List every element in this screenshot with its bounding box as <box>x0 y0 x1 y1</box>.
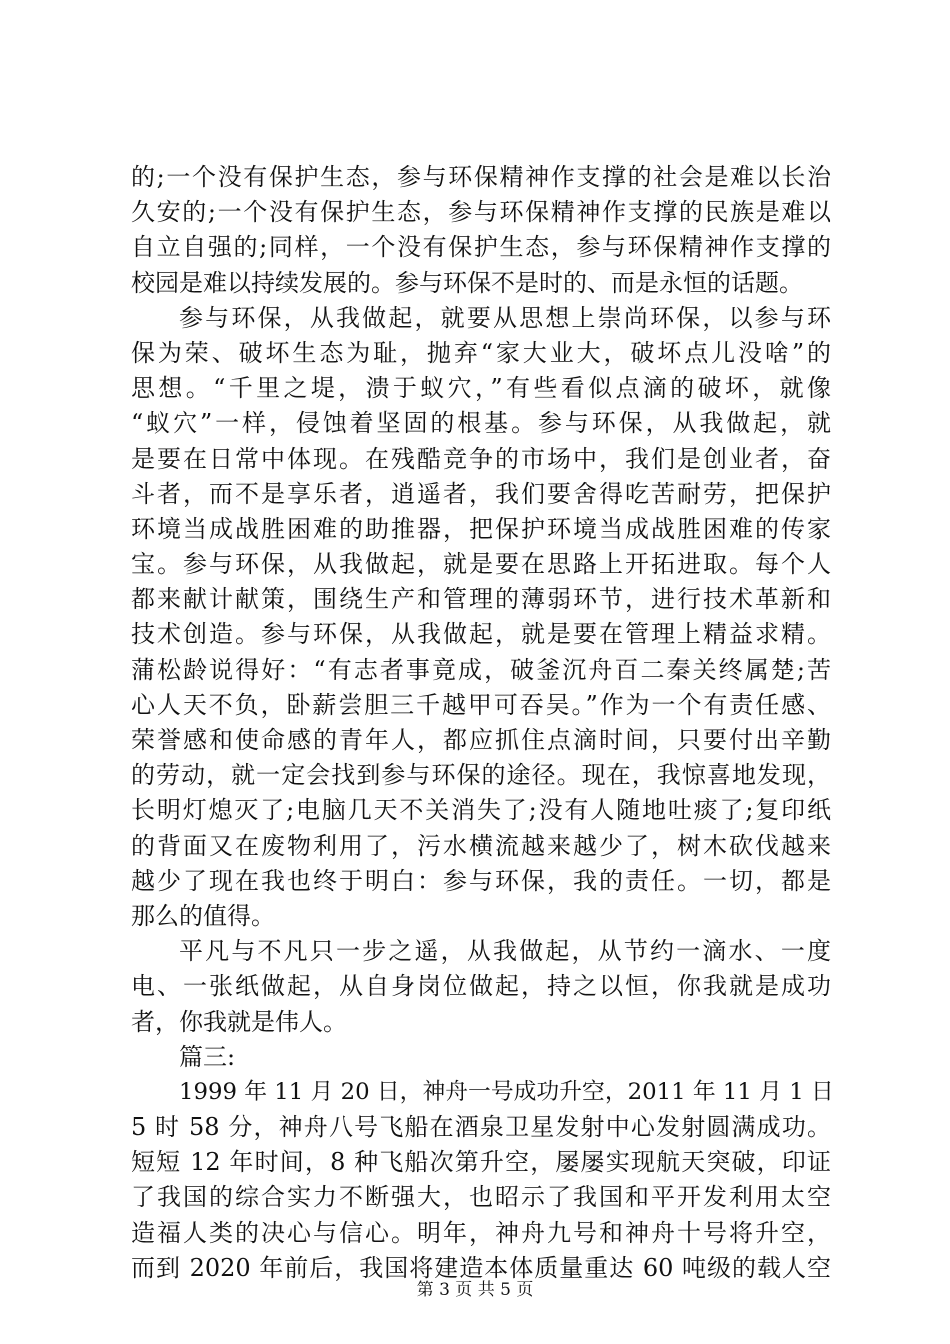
text-line: 技术创造。参与环保，从我做起，就是要在管理上精益求精。 <box>131 620 831 649</box>
text-line: 电、一张纸做起，从自身岗位做起，持之以恒，你我就是成功 <box>131 972 831 1001</box>
text-line: 篇三: <box>179 1042 236 1071</box>
text-line: 造福人类的决心与信心。明年，神舟九号和神舟十号将升空， <box>131 1218 831 1247</box>
text-line: 越少了现在我也终于明白：参与环保，我的责任。一切，都是 <box>131 866 831 895</box>
text-line: 了我国的综合实力不断强大，也昭示了我国和平开发利用太空 <box>131 1183 831 1212</box>
text-line: 斗者，而不是享乐者，逍遥者，我们要舍得吃苦耐劳，把保护 <box>131 479 831 508</box>
text-line: 的背面又在废物利用了，污水横流越来越少了，树木砍伐越来 <box>131 831 831 860</box>
text-line: 久安的;一个没有保护生态，参与环保精神作支撑的民族是难以 <box>131 198 831 227</box>
text-line: 的劳动，就一定会找到参与环保的途径。现在，我惊喜地发现， <box>131 761 831 790</box>
text-line: 校园是难以持续发展的。参与环保不是时的、而是永恒的话题。 <box>131 268 803 297</box>
text-line: 心人天不负，卧薪尝胆三千越甲可吞吴。”作为一个有责任感、 <box>131 690 831 719</box>
page-footer: 第 3 页 共 5 页 <box>416 1280 534 1300</box>
text-line: 蒲松龄说得好：“有志者事竟成，破釜沉舟百二秦关终属楚;苦 <box>131 655 831 684</box>
text-line: 参与环保，从我做起，就要从思想上崇尚环保，以参与环 <box>179 303 831 332</box>
text-line: 思想。“千里之堤，溃于蚁穴，”有些看似点滴的破坏，就像 <box>131 374 831 403</box>
text-line: 5 时 58 分，神舟八号飞船在酒泉卫星发射中心发射圆满成功。 <box>131 1113 831 1142</box>
text-line: 1999 年 11 月 20 日，神舟一号成功升空，2011 年 11 月 1 日 <box>179 1078 834 1105</box>
document-body <box>131 160 834 1286</box>
text-line: 的;一个没有保护生态，参与环保精神作支撑的社会是难以长治 <box>131 163 831 191</box>
text-line: 保为荣、破坏生态为耻，抛弃“家大业大，破坏点儿没啥”的 <box>131 338 831 367</box>
text-line: 者，你我就是伟人。 <box>131 1007 347 1036</box>
text-line: 环境当成战胜困难的助推器，把保护环境当成战胜困难的传家 <box>131 514 831 543</box>
text-line: 那么的值得。 <box>131 901 275 930</box>
text-line: 荣誉感和使命感的青年人，都应抓住点滴时间，只要付出辛勤 <box>131 726 831 754</box>
text-line: 宝。参与环保，从我做起，就是要在思路上开拓进取。每个人 <box>131 550 831 579</box>
text-line: 是要在日常中体现。在残酷竞争的市场中，我们是创业者，奋 <box>131 444 831 473</box>
text-line: 长明灯熄灭了;电脑几天不关消失了;没有人随地吐痰了;复印纸 <box>131 796 831 825</box>
text-line: 自立自强的;同样，一个没有保护生态，参与环保精神作支撑的 <box>131 233 831 262</box>
text-line: 平凡与不凡只一步之遥，从我做起，从节约一滴水、一度 <box>179 937 831 966</box>
text-line: “蚁穴”一样，侵蚀着坚固的根基。参与环保，从我做起，就 <box>131 409 831 438</box>
text-line: 而到 2020 年前后，我国将建造本体质量重达 60 吨级的载人空 <box>131 1253 831 1282</box>
text-line: 都来献计献策，围绕生产和管理的薄弱环节，进行技术革新和 <box>131 585 831 614</box>
text-line: 短短 12 年时间，8 种飞船次第升空，屡屡实现航天突破，印证 <box>131 1148 831 1177</box>
